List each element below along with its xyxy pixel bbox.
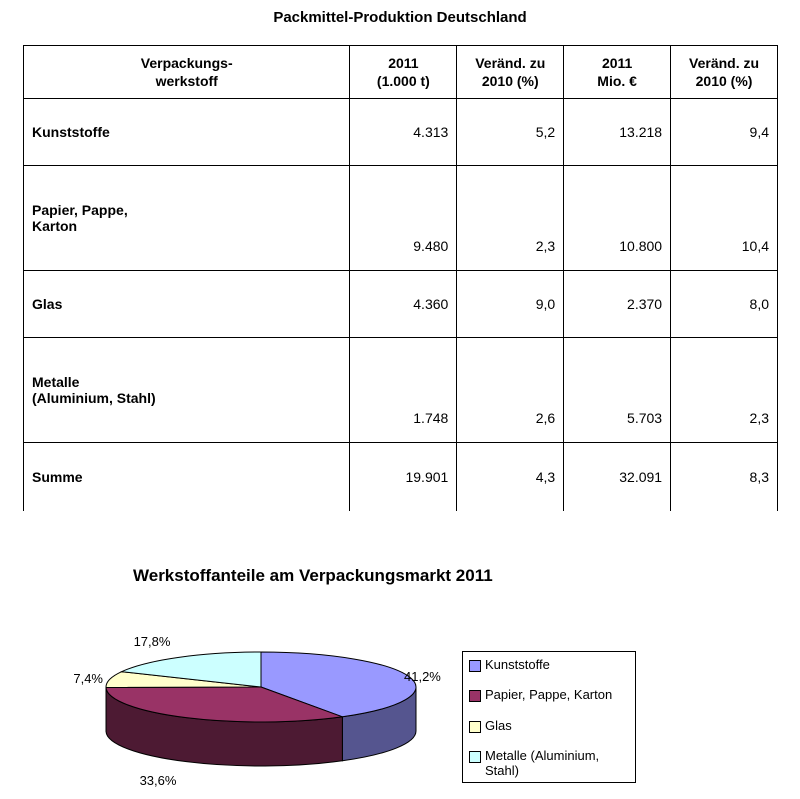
- legend-label: Kunststoffe: [485, 657, 550, 672]
- chart-title: Werkstoffanteile am Verpackungsmarkt 2011: [133, 566, 493, 585]
- slice-data-label: 17,8%: [133, 634, 171, 649]
- slice-data-label: 33,6%: [139, 773, 177, 788]
- slice-data-label: 41,2%: [404, 669, 441, 684]
- cell-value: 5.703: [564, 338, 671, 443]
- cell-tons: 4.313: [350, 99, 457, 166]
- legend-item: [469, 718, 512, 733]
- chart-legend: [462, 651, 636, 783]
- cell-tons: 19.901: [350, 443, 457, 512]
- col-header-value: 2011 Mio. €: [564, 46, 671, 99]
- cell-value: 2.370: [564, 271, 671, 338]
- slice-data-label: 7,4%: [73, 671, 103, 686]
- row-label: Metalle (Aluminium, Stahl): [24, 338, 350, 443]
- col-header-material: Verpackungs- werkstoff: [24, 46, 350, 99]
- legend-swatch: [469, 721, 481, 733]
- cell-tons: 9.480: [350, 166, 457, 271]
- row-label: Summe: [24, 443, 350, 512]
- legend-swatch: [469, 660, 481, 672]
- cell-tons: 1.748: [350, 338, 457, 443]
- row-label: Glas: [24, 271, 350, 338]
- legend-item: [469, 687, 612, 702]
- legend-item: [469, 657, 550, 672]
- row-label: Kunststoffe: [24, 99, 350, 166]
- col-header-value-change: Veränd. zu 2010 (%): [671, 46, 778, 99]
- cell-value-change: 8,3: [671, 443, 778, 512]
- cell-value-change: 8,0: [671, 271, 778, 338]
- legend-label: Metalle (Aluminium, Stahl): [485, 748, 600, 778]
- cell-value: 32.091: [564, 443, 671, 512]
- cell-value-change: 10,4: [671, 166, 778, 271]
- legend-swatch: [469, 690, 481, 702]
- col-header-tons-change: Veränd. zu 2010 (%): [457, 46, 564, 99]
- cell-tons-change: 4,3: [457, 443, 564, 512]
- legend-label: Papier, Pappe, Karton: [485, 687, 613, 702]
- cell-value: 13.218: [564, 99, 671, 166]
- cell-value: 10.800: [564, 166, 671, 271]
- legend-label: Glas: [485, 718, 512, 733]
- cell-tons-change: 2,6: [457, 338, 564, 443]
- row-label: Papier, Pappe, Karton: [24, 166, 350, 271]
- col-header-tons: 2011 (1.000 t): [350, 46, 457, 99]
- cell-tons-change: 9,0: [457, 271, 564, 338]
- cell-value-change: 2,3: [671, 338, 778, 443]
- cell-tons-change: 5,2: [457, 99, 564, 166]
- page-title: Packmittel-Produktion Deutschland: [273, 9, 527, 26]
- cell-tons: 4.360: [350, 271, 457, 338]
- cell-value-change: 9,4: [671, 99, 778, 166]
- cell-tons-change: 2,3: [457, 166, 564, 271]
- legend-swatch: [469, 751, 481, 763]
- legend-item: [469, 748, 599, 778]
